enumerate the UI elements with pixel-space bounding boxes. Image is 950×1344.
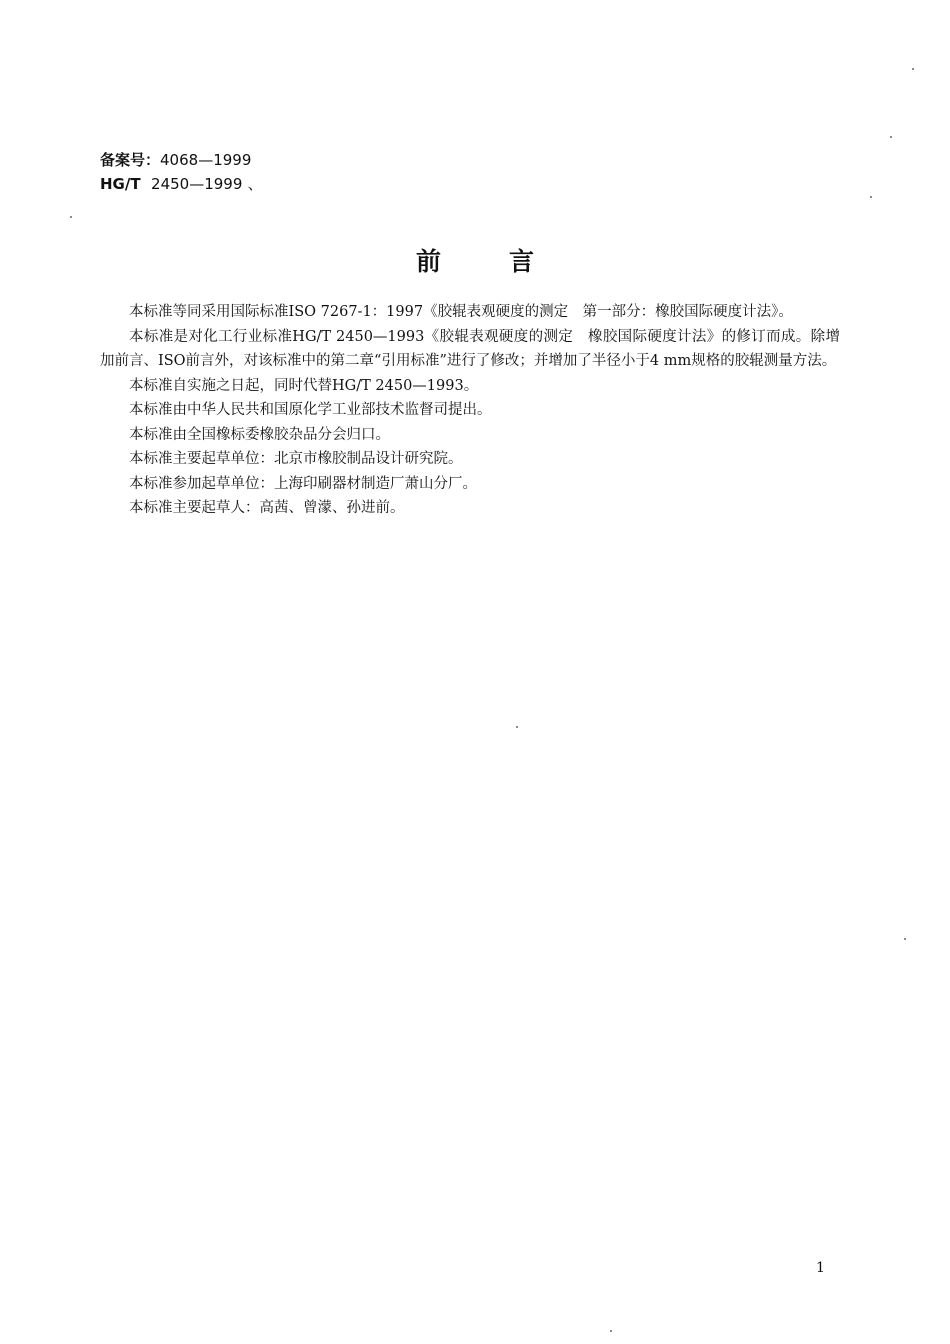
paragraph-adoption: 本标准等同采用国际标准ISO 7267-1：1997《胶辊表观硬度的测定 第一部分：橡胶国际硬度计法》。 (129, 304, 793, 320)
foreword-body (100, 300, 840, 521)
scan-speck (610, 1330, 612, 1332)
scan-speck (890, 136, 892, 138)
trailing-mark: 、 (247, 175, 263, 193)
paragraph-drafters: 本标准主要起草人：高茜、曾濛、孙进前。 (129, 500, 405, 516)
page-number: 1 (816, 1260, 825, 1276)
scan-speck (904, 938, 906, 940)
standard-number: 2450—1999 (151, 175, 243, 193)
paragraph-proposer: 本标准由中华人民共和国原化学工业部技术监督司提出。 (129, 402, 492, 418)
paragraph-replacement: 本标准自实施之日起，同时代替HG/T 2450—1993。 (129, 377, 479, 394)
paragraph-revision: 本标准是对化工行业标准HG/T 2450—1993《胶辊表观硬度的测定 橡胶国际硬度计法》的修订而成。除增加前言、ISO前言外，对该标准中的第二章“引用标准”进行了修改；并增加了半径小于4 mm规格的胶辊测量方法。 (100, 328, 840, 369)
scan-speck (870, 196, 872, 198)
page-title: 前言 (415, 247, 602, 276)
record-label: 备案号： (100, 151, 161, 169)
record-number-line (100, 148, 263, 172)
scan-speck (912, 68, 914, 70)
paragraph-responsible-committee: 本标准由全国橡标委橡胶杂品分会归口。 (129, 426, 390, 443)
standard-code: HG/T (100, 175, 141, 193)
record-number: 4068—1999 (160, 151, 252, 169)
standard-code-line (100, 172, 263, 196)
scan-speck (516, 726, 518, 728)
paragraph-participating-unit: 本标准参加起草单位：上海印刷器材制造厂萧山分厂。 (129, 475, 477, 492)
paragraph-main-drafting-unit: 本标准主要起草单位：北京市橡胶制品设计研究院。 (129, 451, 463, 467)
scan-speck (70, 216, 72, 218)
document-header (100, 148, 263, 196)
